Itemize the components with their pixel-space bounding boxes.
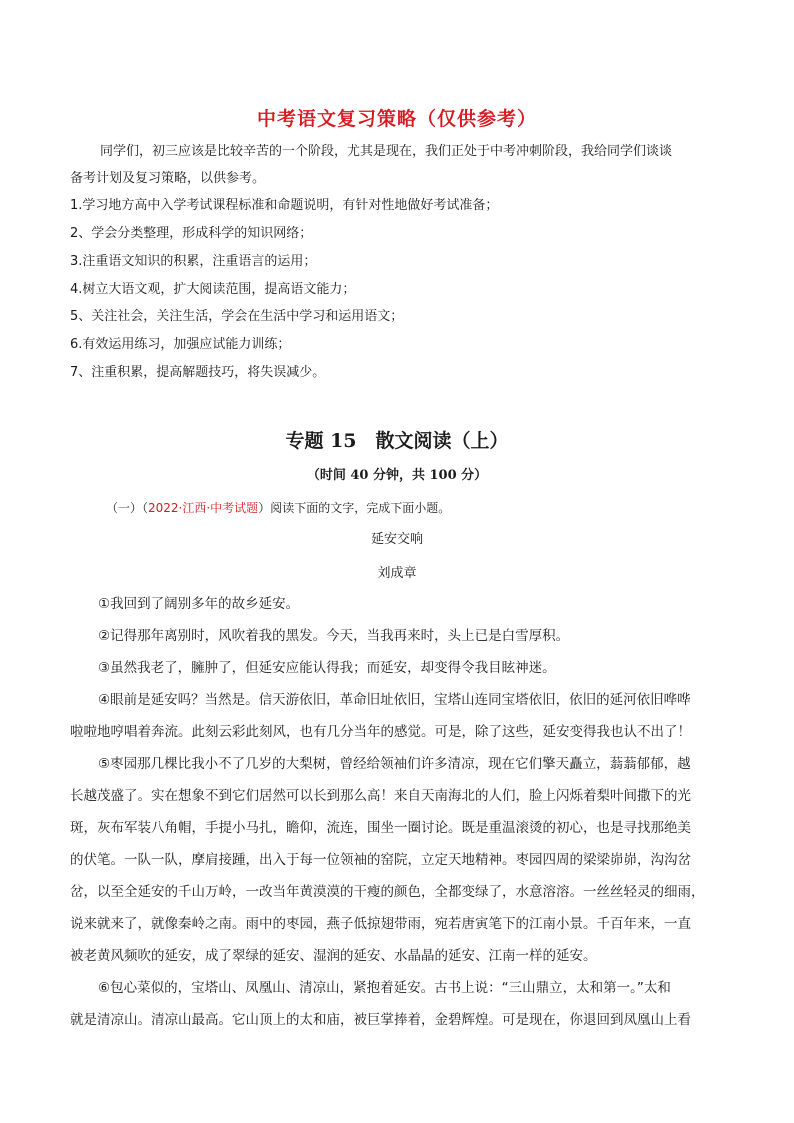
strategy-item: 7、注重积累，提高解题技巧，将失误减少。 — [70, 365, 326, 380]
question-source: 2022·江西·中考试题 — [148, 501, 259, 515]
paragraph-5-line: ⑤枣园那几棵比我小不了几岁的大梨树，曾经给领袖们许多清凉，现在它们擎天矗立，蓊蓊郁郁，越 — [98, 756, 691, 772]
topic-title: 专题 15 散文阅读（上） — [285, 430, 509, 452]
strategy-item: 1.学习地方高中入学考试课程标准和命题说明，有针对性地做好考试准备； — [70, 198, 499, 213]
paragraph-4-line: ④眼前是延安吗？当然是。信天游依旧，革命旧址依旧，宝塔山连同宝塔依旧，依旧的延河依旧哗哗 — [98, 692, 691, 708]
paragraph-5-line: 长越茂盛了。实在想象不到它们居然可以长到那么高！来自天南海北的人们，脸上闪烁着梨叶间撒下的光 — [70, 788, 691, 804]
paragraph-4-line: 啦啦地哼唱着奔流。此刻云彩此刻风，也有几分当年的感觉。可是，除了这些，延安变得我也认不出了！ — [70, 724, 691, 740]
time-note: （时间 40 分钟，共 100 分） — [306, 468, 488, 483]
paragraph-6-line: ⑥包心菜似的，宝塔山、凤凰山、清凉山，紧抱着延安。古书上说：“三山鼎立，太和第一。”太和 — [98, 980, 671, 996]
paragraph-3: ③虽然我老了，臃肿了，但延安应能认得我；而延安，却变得令我目眩神迷。 — [98, 660, 556, 676]
strategy-intro-line-2: 备考计划及复习策略，以供参考。 — [70, 171, 266, 186]
paragraph-6-line: 就是清凉山。清凉山最高。它山顶上的太和庙，被巨掌捧着，金碧辉煌。可是现在，你退回到凤凰山上看 — [70, 1012, 691, 1028]
strategy-item: 3.注重语文知识的积累，注重语言的运用； — [70, 254, 317, 269]
strategy-title: 中考语文复习策略（仅供参考） — [256, 108, 537, 130]
question-suffix: ）阅读下面的文字，完成下面小题。 — [258, 501, 451, 515]
strategy-item: 2、学会分类整理，形成科学的知识网络； — [70, 226, 313, 241]
paragraph-5-line: 被老黄风频吹的延安，成了翠绿的延安、湿润的延安、水晶晶的延安、江南一样的延安。 — [70, 948, 597, 964]
article-author: 刘成章 — [377, 566, 417, 581]
article-title: 延安交响 — [370, 532, 423, 547]
question-prefix: （一）（ — [106, 501, 149, 515]
strategy-item: 6.有效运用练习，加强应试能力训练； — [70, 337, 291, 352]
question-instruction — [106, 499, 450, 517]
strategy-item: 5、关注社会，关注生活，学会在生活中学习和运用语文； — [70, 309, 404, 324]
paragraph-5-line: 的伏笔。一队一队，摩肩接踵，出入于每一位领袖的窑院，立定天地精神。枣园四周的梁梁峁峁，沟沟岔 — [70, 852, 691, 868]
paragraph-5-line: 岔，以至全延安的千山万岭，一改当年黄漠漠的干瘦的颜色，全都变绿了，水意溶溶。一丝丝轻灵的细雨， — [70, 884, 705, 900]
paragraph-5-line: 说来就来了，就像秦岭之南。雨中的枣园，燕子低掠翅带雨，宛若唐寅笔下的江南小景。千百年来，一直 — [70, 916, 691, 932]
paragraph-2: ②记得那年离别时，风吹着我的黑发。今天，当我再来时，头上已是白雪厚积。 — [98, 628, 570, 644]
strategy-item: 4.树立大语文观，扩大阅读范围，提高语文能力； — [70, 282, 356, 297]
paragraph-5-line: 斑，灰布军装八角帽，手提小马扎，瞻仰，流连，围坐一圈讨论。既是重温滚烫的初心，也是寻找那绝美 — [70, 820, 691, 836]
strategy-intro-line-1: 同学们，初三应该是比较辛苦的一个阶段，尤其是现在，我们正处于中考冲刺阶段，我给同学们谈谈 — [100, 144, 673, 159]
article-body — [70, 588, 724, 1036]
paragraph-1: ①我回到了阔别多年的故乡延安。 — [98, 596, 300, 612]
